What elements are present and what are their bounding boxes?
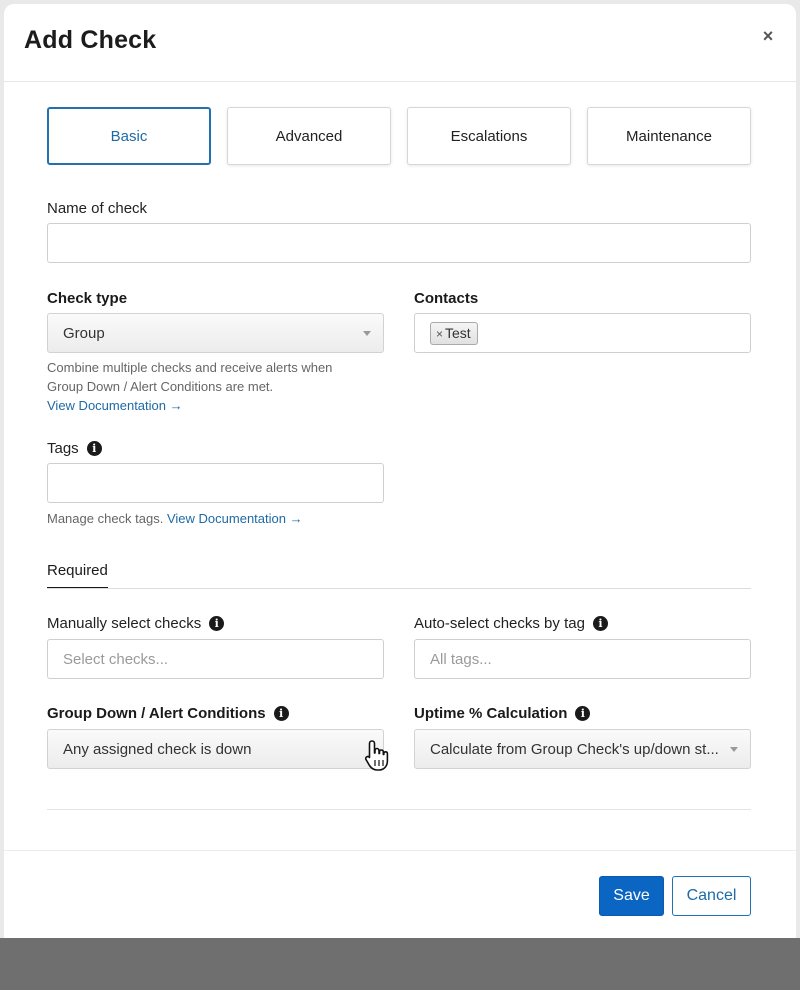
auto-checks-placeholder: All tags... [430, 651, 492, 668]
save-button[interactable]: Save [599, 876, 664, 916]
contacts-input[interactable] [414, 313, 751, 353]
auto-checks-label-text: Auto-select checks by tag [414, 615, 585, 632]
info-icon[interactable]: i [209, 616, 224, 631]
check-type-help-line2: Group Down / Alert Conditions are met. [47, 379, 274, 394]
name-input[interactable] [47, 223, 751, 263]
group-down-value: Any assigned check is down [63, 740, 252, 758]
uptime-value: Calculate from Group Check's up/down st... [430, 740, 719, 758]
check-type-help [47, 358, 387, 415]
uptime-label-text: Uptime % Calculation [414, 705, 568, 722]
group-down-label-text: Group Down / Alert Conditions [47, 705, 266, 722]
tab-advanced[interactable]: Advanced [227, 107, 391, 165]
close-icon[interactable]: × [762, 26, 774, 46]
modal-title: Add Check [24, 26, 157, 54]
check-type-label: Check type [47, 290, 128, 307]
cancel-button[interactable]: Cancel [672, 876, 751, 916]
uptime-label [414, 705, 590, 722]
form-divider [47, 809, 751, 810]
tags-label [47, 440, 102, 457]
section-tab-required[interactable]: Required [47, 562, 108, 589]
manual-checks-label [47, 615, 224, 632]
add-check-modal [4, 4, 796, 938]
hand-pointer-icon [364, 739, 390, 773]
section-divider [47, 588, 751, 589]
tab-escalations[interactable]: Escalations [407, 107, 571, 165]
group-down-label [47, 705, 289, 722]
contacts-label: Contacts [414, 290, 479, 307]
tags-input[interactable] [47, 463, 384, 503]
check-type-doc-link[interactable]: View Documentation → [47, 398, 183, 413]
auto-checks-label [414, 615, 608, 632]
check-type-value: Group [63, 324, 105, 342]
check-type-select[interactable] [47, 313, 384, 353]
tags-help-text: Manage check tags. [47, 511, 164, 526]
footer-divider [4, 850, 796, 851]
uptime-select[interactable] [414, 729, 751, 769]
tags-label-text: Tags [47, 440, 79, 457]
info-icon[interactable]: i [87, 441, 102, 456]
manual-checks-placeholder: Select checks... [63, 651, 169, 668]
tab-basic[interactable]: Basic [47, 107, 211, 165]
info-icon[interactable]: i [274, 706, 289, 721]
group-down-select[interactable] [47, 729, 384, 769]
manual-checks-label-text: Manually select checks [47, 615, 202, 632]
tags-help [47, 509, 303, 528]
name-label: Name of check [47, 200, 148, 217]
tags-doc-link[interactable]: View Documentation → [166, 511, 303, 526]
auto-checks-input[interactable] [414, 639, 751, 679]
modal-header [4, 4, 796, 82]
chevron-down-icon [363, 331, 371, 336]
check-type-help-line1: Combine multiple checks and receive alerts when [47, 360, 333, 375]
manual-checks-input[interactable] [47, 639, 384, 679]
info-icon[interactable]: i [575, 706, 590, 721]
chevron-down-icon [730, 747, 738, 752]
chip-remove-icon[interactable]: × [436, 327, 444, 341]
contact-chip-label: Test [445, 325, 471, 341]
tab-maintenance[interactable]: Maintenance [587, 107, 751, 165]
info-icon[interactable]: i [593, 616, 608, 631]
contact-chip [430, 322, 478, 345]
